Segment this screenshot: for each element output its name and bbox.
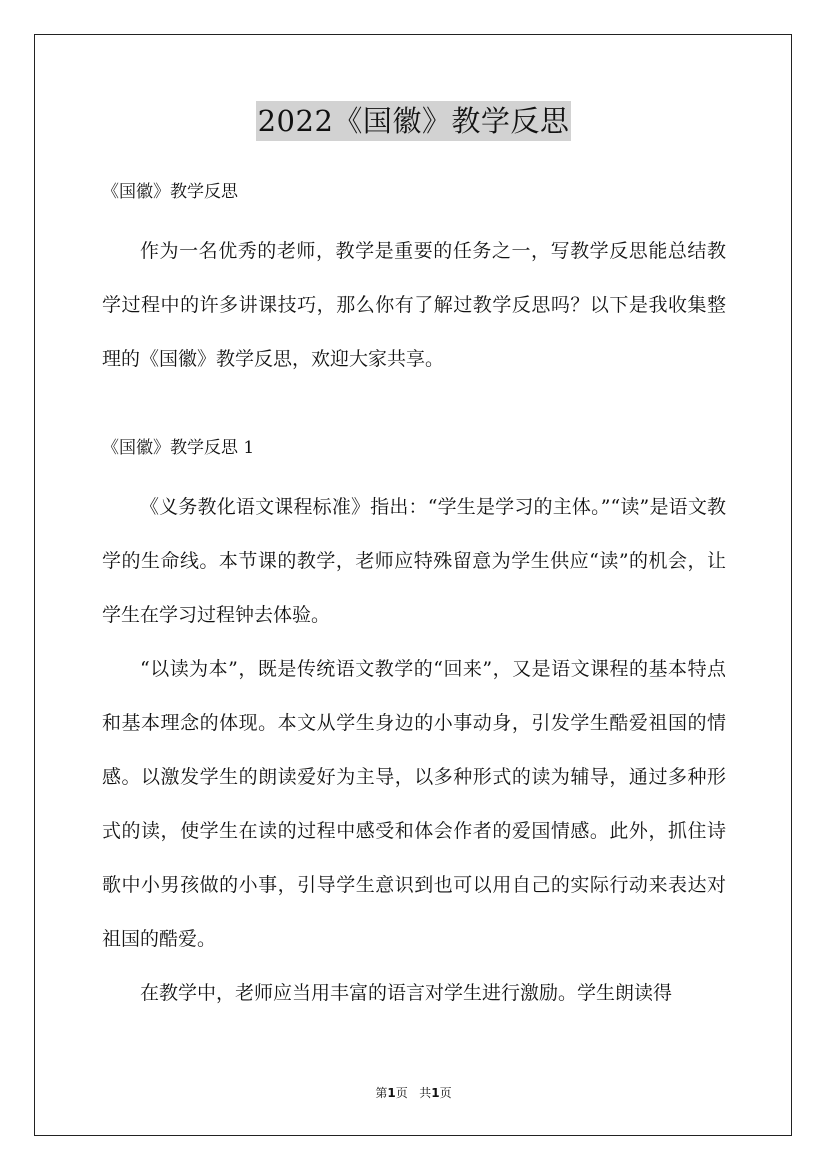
intro-paragraph: 作为一名优秀的老师，教学是重要的任务之一，写教学反思能总结教学过程中的许多讲课技巧，那么你有了解过教学反思吗？以下是我收集整理的《国徽》教学反思，欢迎大家共享。 bbox=[102, 240, 726, 370]
footer-page-number: 1 bbox=[387, 1086, 396, 1100]
footer-total-prefix: 共 bbox=[419, 1086, 432, 1100]
section-heading: 《国徽》教学反思 1 bbox=[102, 438, 255, 458]
paragraph-3: 在教学中，老师应当用丰富的语言对学生进行激励。学生朗读得 bbox=[140, 982, 673, 1004]
document-body bbox=[102, 170, 726, 1020]
footer-total-pages: 1 bbox=[431, 1086, 440, 1100]
paragraph-2: “以读为本”，既是传统语文教学的“回来”，又是语文课程的基本特点和基本理念的体现。本文从学生身边的小事动身，引发学生酷爱祖国的情感。以激发学生的朗读爱好为主导，以多种形式的读为辅导，通过多种形式的读，使学生在读的过程中感受和体会作者的爱国情感。此外，抓住诗歌中小男孩做的小事，引导学生意识到也可以用自己的实际行动来表达对祖国的酷爱。 bbox=[102, 658, 726, 950]
title-container bbox=[0, 101, 827, 141]
subtitle: 《国徽》教学反思 bbox=[102, 182, 238, 202]
footer-total-suffix: 页 bbox=[439, 1086, 452, 1100]
footer-page-suffix: 页 bbox=[395, 1086, 408, 1100]
footer-page-prefix: 第 bbox=[375, 1086, 388, 1100]
page-footer bbox=[0, 1084, 827, 1101]
paragraph-1: 《义务教化语文课程标准》指出：“学生是学习的主体。”“读”是语文教学的生命线。本节课的教学，老师应特殊留意为学生供应“读”的机会，让学生在学习过程钟去体验。 bbox=[102, 496, 726, 626]
document-title: 2022《国徽》教学反思 bbox=[256, 101, 572, 141]
